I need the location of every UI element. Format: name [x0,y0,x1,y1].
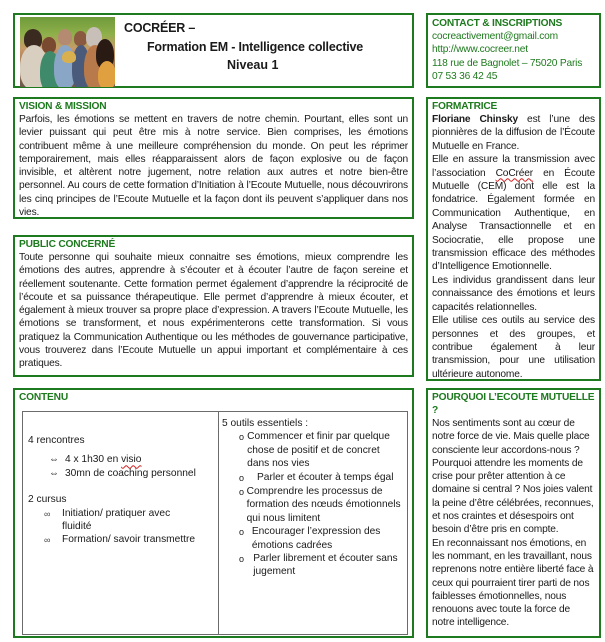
double-arrow-icon: ⇔ [49,454,59,466]
outil-item [222,471,403,485]
header-box [13,13,414,88]
cursus-item-text: Initiation/ pratiquer avec fluidité [62,507,171,533]
spellcheck-flagged-word[interactable]: CoCréer [495,167,534,179]
cursus-item-text: Formation/ savoir transmettre [62,534,196,546]
formatrice-intro-rest: est l’une des pionnières de la diffusion de l’Écoute Mutuelle en France. [432,114,595,152]
pourquoi-box [426,388,601,638]
cursus-item [28,507,214,534]
vision-text: Parfois, les émotions se mettent en travers de notre chemin. Pourtant, elles sont un levier puissant qui peut être mis à notre service. Bien comprises, les émotions contribuent même à une meilleure compréhension du monde. On peut les réprimer temporairement, mais elles réapparaissent alors de façon explosive ou de façon invisible, et altèrent notre jugement, notre relation aux autres et notre bien-être personnel. Au cours de cette formation d’Initiation à l’Ecoute Mutuelle, nous découvrirons les cinq principes de l’Ecoute Mutuelle et la façon dont ils peuvent s’appliquer dans nos vies. [19,114,408,219]
pourquoi-text [432,417,595,630]
cursus-item [28,533,214,547]
public-heading: PUBLIC CONCERNÉ [19,239,116,250]
circle-bullet-icon: o [239,554,245,565]
double-arrow-icon: ⇔ [49,467,59,479]
circle-bullet-icon: o [239,432,245,443]
formatrice-name: Floriane Chinsky [432,114,519,125]
outil-item [222,485,403,525]
circle-bullet-icon: o [239,472,245,483]
contact-website-link[interactable]: http://www.cocreer.net [432,44,528,56]
outil-item-text: Parler librement et écouter sans jugement [253,553,398,578]
formatrice-paragraph-3: Les individus grandissent dans leur connaissance des émotions et leurs capacités relationnelles. [432,274,595,313]
outil-item-text: Comprendre les processus de formation des nœuds émotionnels qui nous limitent [246,486,401,524]
contenu-left-cell [23,412,219,634]
title-line-2: Formation EM - Intelligence collective [147,40,364,54]
contact-email-link[interactable]: cocreactivement@gmail.com [432,31,558,42]
formatrice-box [426,97,601,381]
contact-heading: CONTACT & INSCRIPTIONS [432,18,563,29]
public-text: Toute personne qui souhaite mieux connaitre ses émotions, mieux comprendre les émotions des autres, apprendre à s’écouter et à écouter l’autre de façon sereine et réellement soutenante. Cette formation permet également d’apprendre la réciprocité de l’écoute et sa puissance thérapeutique. Elle permet d’apprendre à mieux écouter, et également à mieux trouver sa propre place d’expression. A travers l’Ecoute Mutuelle, les émotions se transforment, et nous expérimenterons cette transformation. Si vous pratiquez la Communication Authentique ou les méthodes de gouvernance participative, vous trouverez dans l’Ecoute Mutuelle un appui important et complémentaire à ces pratiques. [19,252,408,370]
outils-title: 5 outils essentiels : [222,418,309,429]
public-concerne-box [13,235,414,377]
rencontres-title: 4 rencontres [28,435,85,446]
rencontre-item-text: 30mn de coaching personnel [65,467,196,479]
pourquoi-paragraph-2: En reconnaissant nos émotions, en les nommant, en les travaillant, nous reprenons notre entière liberté face à ceux qui pourraient tirer parti de nos faiblesses émotionnelles, nous renouons avec toute la force de notre intelligence. [432,537,594,629]
group-photo [20,17,115,87]
formatrice-text [432,113,595,381]
contenu-heading: CONTENU [19,392,68,403]
outil-item-text: Encourager l’expression des émotions cadrées [251,526,381,551]
contact-address: 118 rue de Bagnolet – 75020 Paris [432,57,583,69]
outil-item-text: Commencer et finir par quelque chose de positif et de concret dans nos vies [247,431,390,470]
outil-item-text: Parler et écouter à temps égal [257,471,394,483]
infinity-bullet-icon: ∞ [44,535,51,546]
vision-mission-box [13,97,414,219]
circle-bullet-icon: o [239,527,245,538]
title-line-1: COCRÉER – [124,21,196,35]
formatrice-heading: FORMATRICE [432,101,498,112]
formatrice-paragraph-2 [432,153,595,274]
outil-item [222,552,403,579]
vision-heading: VISION & MISSION [19,101,107,112]
contact-box [426,13,601,88]
formatrice-p2-after: en Écoute Mutuelle (CEM) dont elle est la fondatrice. Également formée en Communication Authentique, en Analyse Transactionnelle et en Sociocratie, elle propose une transmission efficace des méthodes d’Intelligence Emotionnelle. [432,167,595,273]
formatrice-paragraph-4: Elle utilise ces outils au service des personnes et des groupes, et contribue également à leur transmission, pour une utilisation ultérieure autonome. [432,315,595,380]
pourquoi-heading: POURQUOI L’ECOUTE MUTUELLE ? [432,392,595,416]
contenu-right-cell [219,412,407,634]
circle-bullet-icon: o [239,487,245,498]
outil-item [222,525,403,552]
formatrice-intro [432,113,595,153]
outil-item [222,430,403,470]
contenu-box [13,388,414,638]
rencontre-item-text: 4 x 1h30 en [65,454,122,466]
pourquoi-paragraph-1: Nos sentiments sont au cœur de notre force de vie. Mais quelle place consciente leur accordons-nous ? Pourquoi attendre les moments de crise pour prêter attention à ce domaine si central ? Nos joies valent la peine d’être célébrées, reconnues, et nos craintes et désespoirs ont besoin d’être pris en compte. [432,418,594,536]
contact-phone[interactable]: 07 53 36 42 45 [432,70,498,82]
spellcheck-flagged-word[interactable]: visio [121,454,142,466]
cursus-title: 2 cursus [28,494,67,506]
formatrice-p2-before: Elle en assure la transmission avec l’association [432,154,595,179]
infinity-bullet-icon: ∞ [44,508,51,519]
rencontre-item [28,467,214,480]
title-line-3: Niveau 1 [227,58,279,72]
contenu-table [22,411,408,635]
rencontre-item [28,453,214,466]
